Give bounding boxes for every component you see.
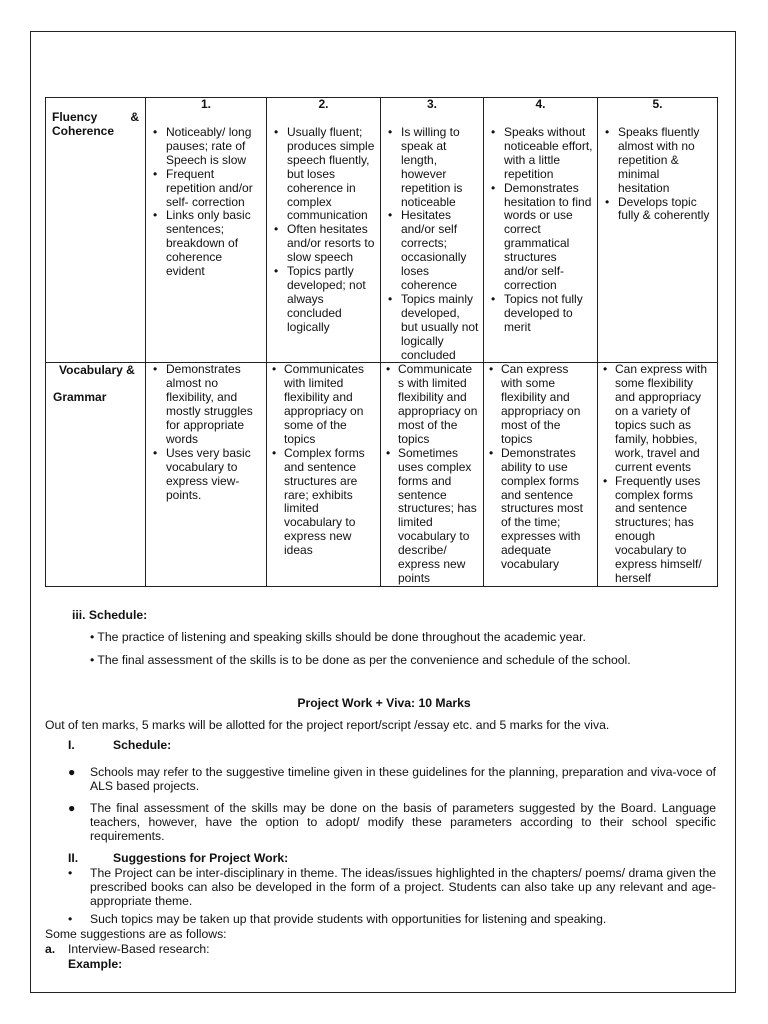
section-2-number: II. <box>68 851 79 865</box>
bullet-icon: ● <box>68 765 76 779</box>
fluency-row <box>46 98 718 363</box>
list-item: • Complex forms and sentence structures are rare; exhibits limited vocabulary to express new ideas <box>267 447 380 558</box>
fluency-band-1 <box>146 98 267 363</box>
vocabulary-band-5 <box>598 363 718 587</box>
coherence-label: Coherence <box>52 124 115 138</box>
list-item: • Topics mainly developed, but usually not logically concluded <box>381 293 483 363</box>
list-item: • Demonstrates hesitation to find words or use correct grammatical structures and/or self-correction <box>484 182 597 293</box>
fluency-band-3 <box>381 98 484 363</box>
list-item: • Usually fluent; produces simple speech fluently, but loses coherence in complex communication <box>267 126 380 223</box>
fluency-label: Fluency <box>52 110 98 124</box>
list-item: • Is willing to speak at length, however repetition is noticeable <box>381 126 483 209</box>
list-item: • Speaks without noticeable effort, with a little repetition <box>484 126 597 182</box>
list-item: • Noticeably/ long pauses; rate of Speech is slow <box>146 126 266 168</box>
project-title: Project Work + Viva: 10 Marks <box>297 696 471 710</box>
schedule-heading: iii. Schedule: <box>72 608 148 622</box>
list-item: • Frequently uses complex forms and sentence structures; has enough vocabulary to express himself/ herself <box>598 475 717 586</box>
list-item: • Uses very basic vocabulary to express view-points. <box>146 447 266 503</box>
fluency-band-2 <box>267 98 381 363</box>
vocabulary-band-3 <box>381 363 484 587</box>
band-number: 2. <box>318 97 329 111</box>
list-item: • Communicates with limited flexibility and appropriacy on some of the topics <box>267 363 380 446</box>
vocabulary-row-header <box>46 363 146 587</box>
list-item: • Sometimes uses complex forms and sentence structures; has limited vocabulary to describe/ express new points <box>381 447 483 586</box>
bullet-icon: • <box>68 912 73 926</box>
fluency-row-header <box>46 98 146 363</box>
bullet-icon: ● <box>68 801 76 815</box>
vocabulary-label: Vocabulary & <box>59 363 135 378</box>
list-item: • Topics not fully developed to merit <box>484 293 597 335</box>
list-item: • Frequent repetition and/or self- correction <box>146 168 266 210</box>
fluency-band-5 <box>598 98 718 363</box>
section-2-title: Suggestions for Project Work: <box>113 851 289 865</box>
section-1-number: I. <box>68 738 75 752</box>
fluency-ampersand: & <box>130 110 139 124</box>
list-item: • Develops topic fully & coherently <box>598 196 717 224</box>
list-item: • Can express with some flexibility and appropriacy on a variety of topics such as family, hobbies, work, travel and current events <box>598 363 717 474</box>
list-item: • Hesitates and/or self corrects; occasionally loses coherence <box>381 209 483 292</box>
list-item: • Demonstrates ability to use complex forms and sentence structures most of the time; expresses with adequate vocabulary <box>484 447 597 572</box>
assessment-rubric-table <box>45 97 718 587</box>
band-number: 1. <box>200 97 211 111</box>
band-number: 4. <box>535 97 546 111</box>
list-item: • Speaks fluently almost with no repetition & minimal hesitation <box>598 126 717 196</box>
list-item: • Topics partly developed; not always concluded logically <box>267 265 380 335</box>
bullet-icon: • <box>68 866 73 880</box>
list-item: • Often hesitates and/or resorts to slow speech <box>267 223 380 265</box>
example-label: Example: <box>68 957 123 971</box>
band-number: 5. <box>652 97 663 111</box>
vocabulary-row <box>46 363 718 587</box>
list-item: • Communicate s with limited flexibility and appropriacy on most of the topics <box>381 363 483 446</box>
schedule-point-1: • The practice of listening and speaking skills should be done throughout the academic year. <box>90 630 586 644</box>
section-1-title: Schedule: <box>113 738 172 752</box>
list-item: • Can express with some flexibility and appropriacy on most of the topics <box>484 363 597 446</box>
grammar-label: Grammar <box>53 390 107 405</box>
vocabulary-band-4 <box>484 363 598 587</box>
suggestions-intro: Some suggestions are as follows: <box>45 927 227 941</box>
schedule-point-2: • The final assessment of the skills is to be done as per the convenience and schedule of the school. <box>90 653 631 667</box>
item-a-text: Interview-Based research: <box>68 942 210 956</box>
project-intro: Out of ten marks, 5 marks will be allotted for the project report/script /essay etc. and 5 marks for the viva. <box>45 718 610 732</box>
list-item: • Demonstrates almost no flexibility, and mostly struggles for appropriate words <box>146 363 266 446</box>
item-a-label: a. <box>45 942 56 956</box>
vocabulary-band-1 <box>146 363 267 587</box>
band-number: 3. <box>426 97 437 111</box>
vocabulary-band-2 <box>267 363 381 587</box>
fluency-band-4 <box>484 98 598 363</box>
list-item: • Links only basic sentences; breakdown of coherence evident <box>146 209 266 279</box>
